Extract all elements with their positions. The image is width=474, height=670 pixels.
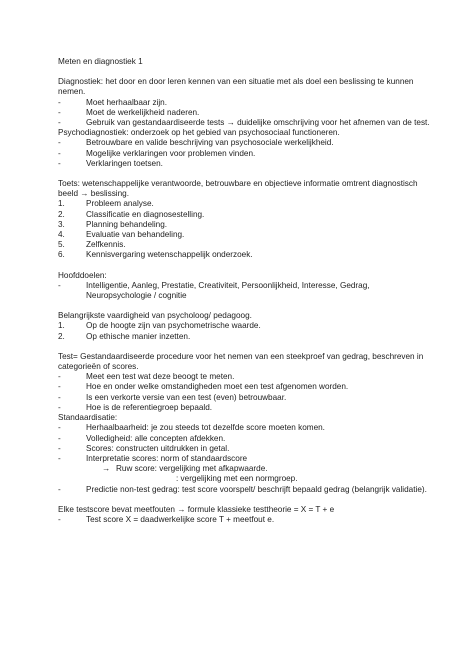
list-item: - Verklaringen toetsen. [58, 158, 163, 168]
document-body [58, 57, 430, 525]
list-item: 2. Classificatie en diagnosestelling. [58, 209, 205, 219]
list-item: - Interpretatie scores: norm of standaardscore [58, 453, 248, 463]
list-item: - Volledigheid: alle concepten afdekken. [58, 433, 226, 443]
list-item: 1. Probleem analyse. [58, 199, 154, 209]
document-title: Meten en diagnostiek 1 [58, 57, 143, 66]
diagnostiek-intro: Diagnostiek: het door en door leren kennen van een situatie met als doel een beslissing te kunnen nemen. [58, 77, 414, 97]
toets-list [58, 199, 430, 260]
standaardisatie-list [58, 423, 430, 464]
list-item: - Intelligentie, Aanleg, Prestatie, Creativiteit, Persoonlijkheid, Interesse, Gedrag, Neuropsychologie / cognitie [58, 280, 370, 301]
list-item: 2. Op ethische manier inzetten. [58, 331, 191, 341]
psychodiagnostiek-list [58, 138, 430, 169]
list-item: - Is een verkorte versie van een test (even) betrouwbaar. [58, 392, 287, 402]
list-item: - Herhaalbaarheid: je zou steeds tot dezelfde score moeten komen. [58, 423, 325, 433]
list-item: - Test score X = daadwerkelijke score T + meetfout e. [58, 514, 275, 524]
hoofddoelen-list [58, 281, 430, 301]
list-item: 3. Planning behandeling. [58, 219, 168, 229]
list-item: - Scores: constructen uitdrukken in getal. [58, 443, 230, 453]
list-item: - Predictie non-test gedrag: test score voorspelt/ beschrijft bepaald gedrag (belangrijk validatie). [58, 484, 427, 494]
test-list [58, 372, 430, 413]
list-item: 4. Evaluatie van behandeling. [58, 230, 185, 240]
list-item: - Moet de werkelijkheid naderen. [58, 107, 200, 117]
list-item: - Moet herhaalbaar zijn. [58, 97, 168, 107]
testscore-list [58, 515, 430, 525]
arrow-icon: → [102, 464, 111, 474]
standaardisatie-heading: Standaardisatie: [58, 413, 118, 423]
testscore-intro: Elke testscore bevat meetfouten → formule klassieke testtheorie = X = T + e [58, 504, 335, 514]
list-item: 1. Op de hoogte zijn van psychometrische waarde. [58, 321, 261, 331]
list-item: - Hoe en onder welke omstandigheden moet een test afgenomen worden. [58, 382, 349, 392]
list-item: 6. Kennisvergaring wetenschappelijk onderzoek. [58, 250, 253, 260]
sub-item: → Ruw score: vergelijking met afkapwaarde. [102, 464, 268, 474]
sub-item-continuation: : vergelijking met een normgroep. [176, 474, 298, 484]
list-item: - Betrouwbare en valide beschrijving van psychosociale werkelijkheid. [58, 138, 334, 148]
psychodiagnostiek-intro: Psychodiagnostiek: onderzoek op het gebied van psychosociaal functioneren. [58, 128, 340, 138]
vaardigheid-list [58, 321, 430, 341]
list-item: - Mogelijke verklaringen voor problemen vinden. [58, 148, 256, 158]
list-item: - Gebruik van gestandaardiseerde tests → duidelijke omschrijving voor het afnemen van de test. [58, 118, 430, 128]
toets-intro: Toets: wetenschappelijke verantwoorde, betrouwbare en objectieve informatie omtrent diagnostisch beeld → beslissing. [58, 179, 418, 199]
list-item: 5. Zelfkennis. [58, 240, 126, 250]
vaardigheid-heading: Belangrijkste vaardigheid van psycholoog/ pedagoog. [58, 311, 252, 321]
hoofddoelen-heading: Hoofddoelen: [58, 270, 107, 280]
test-intro: Test= Gestandaardiseerde procedure voor het nemen van een steekproef van gedrag, beschreven in categorieën of scores. [58, 351, 424, 372]
list-item: - Meet een test wat deze beoogt te meten. [58, 372, 235, 382]
diagnostiek-list [58, 98, 430, 129]
standaardisatie-list-end [58, 485, 430, 495]
list-item: - Hoe is de referentiegroep bepaald. [58, 402, 213, 412]
